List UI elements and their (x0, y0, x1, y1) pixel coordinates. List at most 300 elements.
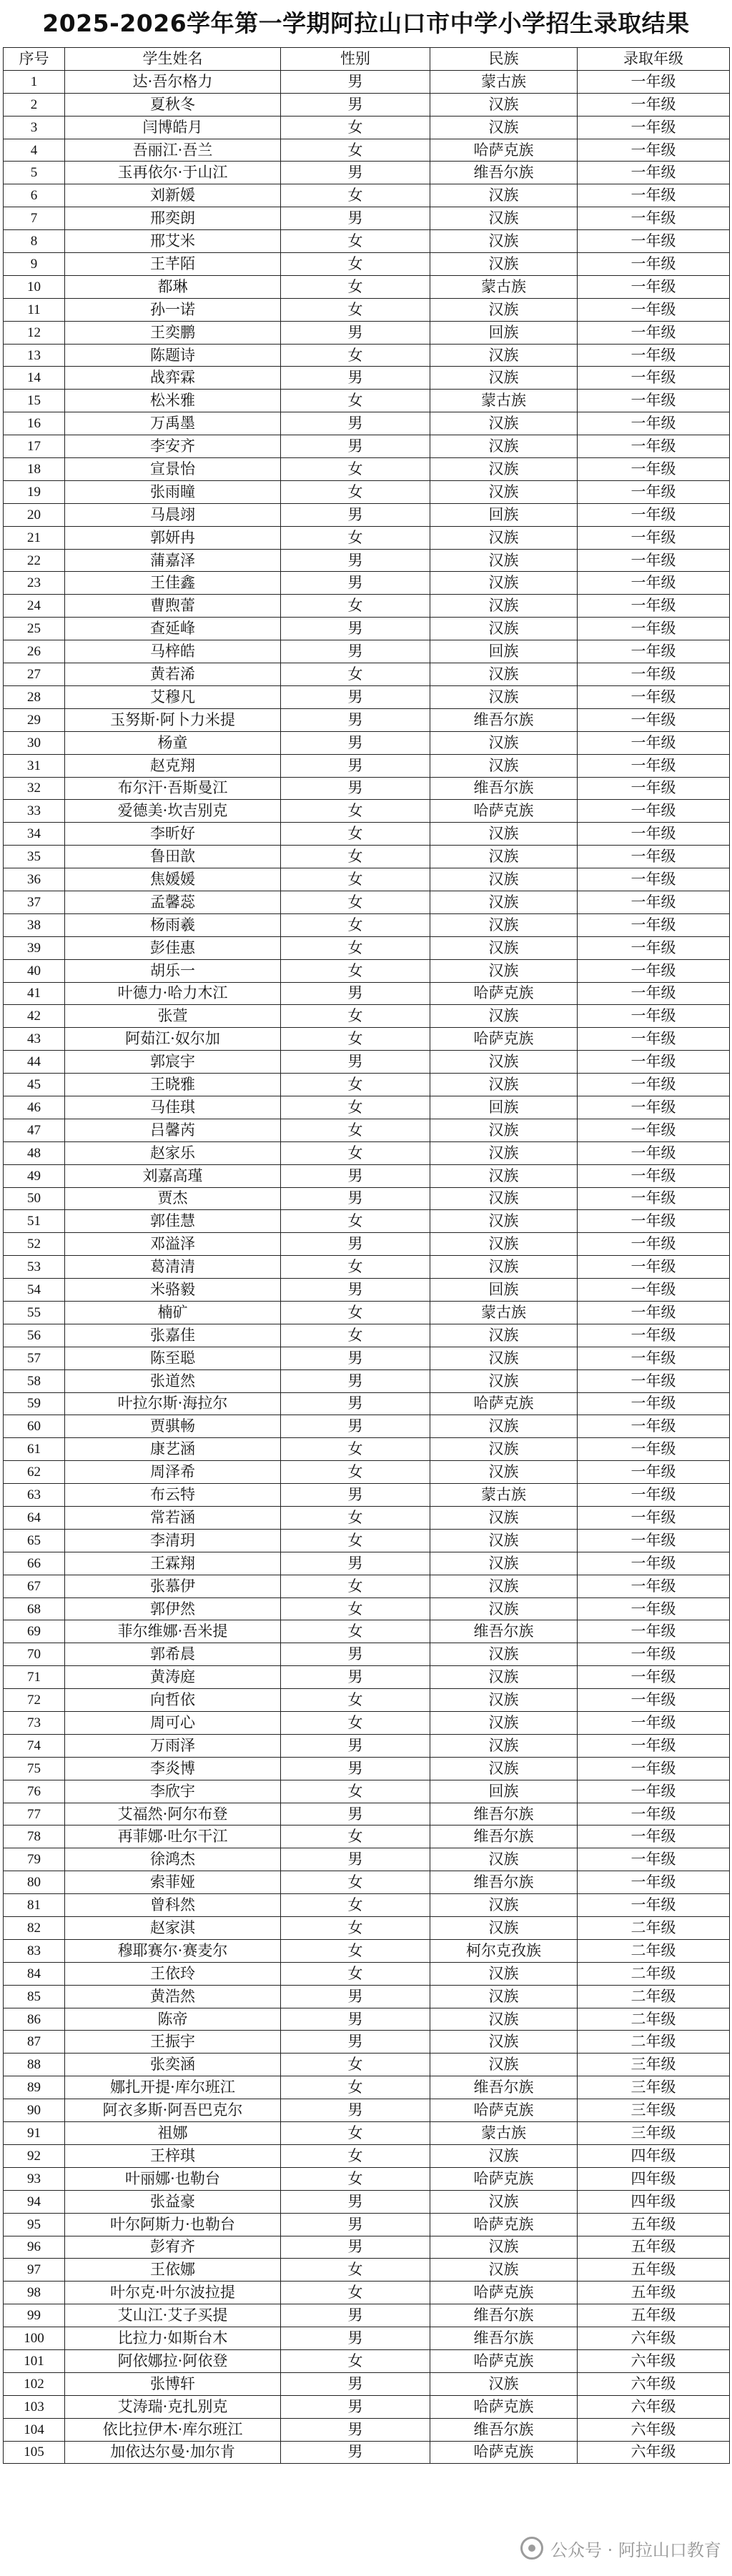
cell-ethnicity: 回族 (430, 1780, 578, 1803)
cell-grade: 一年级 (578, 595, 730, 618)
table-row (4, 2144, 730, 2167)
cell-student-name: 叶丽娜·也勒台 (65, 2167, 281, 2190)
cell-ethnicity: 回族 (430, 503, 578, 526)
table-row (4, 1894, 730, 1917)
cell-index: 49 (4, 1164, 65, 1187)
cell-student-name: 王梓琪 (65, 2144, 281, 2167)
cell-grade: 一年级 (578, 868, 730, 891)
cell-index: 97 (4, 2259, 65, 2282)
cell-gender: 男 (281, 549, 430, 572)
cell-gender: 女 (281, 2076, 430, 2099)
cell-index: 67 (4, 1575, 65, 1597)
cell-gender: 女 (281, 1301, 430, 1324)
cell-grade: 六年级 (578, 2349, 730, 2372)
cell-grade: 一年级 (578, 93, 730, 116)
cell-student-name: 艾山江·艾子买提 (65, 2304, 281, 2327)
cell-student-name: 艾福然·阿尔布登 (65, 1803, 281, 1826)
watermark (515, 2530, 728, 2566)
cell-student-name: 叶德力·哈力木江 (65, 982, 281, 1005)
cell-grade: 一年级 (578, 800, 730, 823)
cell-ethnicity: 蒙古族 (430, 2122, 578, 2145)
cell-student-name: 孙一诺 (65, 298, 281, 321)
cell-grade: 四年级 (578, 2190, 730, 2213)
cell-ethnicity: 汉族 (430, 298, 578, 321)
cell-index: 79 (4, 1848, 65, 1871)
cell-ethnicity: 汉族 (430, 1141, 578, 1164)
table-row (4, 139, 730, 162)
cell-student-name: 郭宸宇 (65, 1051, 281, 1074)
cell-ethnicity: 汉族 (430, 2190, 578, 2213)
cell-index: 91 (4, 2122, 65, 2145)
table-row (4, 1187, 730, 1210)
cell-student-name: 黄涛庭 (65, 1666, 281, 1689)
cell-grade: 一年级 (578, 184, 730, 207)
table-row (4, 572, 730, 595)
cell-ethnicity: 汉族 (430, 2054, 578, 2076)
table-row (4, 1939, 730, 1962)
table-row (4, 2372, 730, 2395)
cell-index: 52 (4, 1233, 65, 1256)
cell-gender: 女 (281, 1074, 430, 1096)
cell-ethnicity: 汉族 (430, 1210, 578, 1233)
cell-ethnicity: 汉族 (430, 253, 578, 276)
cell-grade: 一年级 (578, 1210, 730, 1233)
cell-index: 28 (4, 685, 65, 708)
cell-student-name: 李昕好 (65, 823, 281, 846)
cell-index: 72 (4, 1689, 65, 1712)
cell-student-name: 邢奕朗 (65, 207, 281, 230)
cell-ethnicity: 汉族 (430, 1164, 578, 1187)
cell-grade: 一年级 (578, 1529, 730, 1552)
cell-grade: 一年级 (578, 1074, 730, 1096)
cell-grade: 一年级 (578, 1575, 730, 1597)
cell-ethnicity: 哈萨克族 (430, 1392, 578, 1415)
cell-gender: 女 (281, 1917, 430, 1940)
cell-ethnicity: 汉族 (430, 1917, 578, 1940)
cell-grade: 一年级 (578, 390, 730, 412)
cell-gender: 女 (281, 1575, 430, 1597)
cell-gender: 女 (281, 823, 430, 846)
cell-grade: 三年级 (578, 2122, 730, 2145)
cell-ethnicity: 汉族 (430, 1324, 578, 1347)
cell-grade: 一年级 (578, 1712, 730, 1735)
cell-index: 80 (4, 1871, 65, 1894)
table-row (4, 1575, 730, 1597)
cell-ethnicity: 汉族 (430, 458, 578, 481)
cell-student-name: 赵家乐 (65, 1141, 281, 1164)
cell-ethnicity: 汉族 (430, 663, 578, 686)
cell-index: 41 (4, 982, 65, 1005)
cell-index: 101 (4, 2349, 65, 2372)
cell-gender: 男 (281, 2418, 430, 2441)
cell-grade: 一年级 (578, 1164, 730, 1187)
cell-ethnicity: 汉族 (430, 435, 578, 458)
cell-student-name: 王依娜 (65, 2259, 281, 2282)
cell-ethnicity: 汉族 (430, 618, 578, 640)
table-row (4, 503, 730, 526)
table-row (4, 390, 730, 412)
cell-gender: 女 (281, 1096, 430, 1119)
cell-gender: 女 (281, 458, 430, 481)
cell-student-name: 陈至聪 (65, 1347, 281, 1369)
table-row (4, 1415, 730, 1438)
cell-index: 104 (4, 2418, 65, 2441)
cell-student-name: 葛清清 (65, 1256, 281, 1279)
cell-gender: 女 (281, 1141, 430, 1164)
cell-ethnicity: 汉族 (430, 823, 578, 846)
cell-ethnicity: 维吾尔族 (430, 162, 578, 184)
table-row (4, 298, 730, 321)
cell-gender: 男 (281, 2099, 430, 2122)
cell-student-name: 王奕鹏 (65, 321, 281, 344)
cell-student-name: 张奕涵 (65, 2054, 281, 2076)
cell-student-name: 张萱 (65, 1005, 281, 1028)
cell-student-name: 郭伊然 (65, 1597, 281, 1620)
cell-index: 21 (4, 526, 65, 549)
cell-ethnicity: 汉族 (430, 207, 578, 230)
cell-grade: 五年级 (578, 2304, 730, 2327)
cell-index: 69 (4, 1620, 65, 1643)
table-row (4, 344, 730, 367)
table-row (4, 2441, 730, 2464)
table-row (4, 1279, 730, 1302)
cell-index: 60 (4, 1415, 65, 1438)
cell-ethnicity: 维吾尔族 (430, 1826, 578, 1848)
cell-gender: 男 (281, 412, 430, 435)
cell-ethnicity: 汉族 (430, 1597, 578, 1620)
cell-ethnicity: 蒙古族 (430, 70, 578, 93)
cell-student-name: 祖娜 (65, 2122, 281, 2145)
table-row (4, 2213, 730, 2236)
cell-ethnicity: 汉族 (430, 572, 578, 595)
cell-gender: 女 (281, 891, 430, 913)
cell-ethnicity: 哈萨克族 (430, 2395, 578, 2418)
cell-student-name: 索菲娅 (65, 1871, 281, 1894)
cell-gender: 女 (281, 2349, 430, 2372)
cell-grade: 一年级 (578, 1597, 730, 1620)
cell-index: 37 (4, 891, 65, 913)
cell-grade: 一年级 (578, 1233, 730, 1256)
cell-gender: 女 (281, 1689, 430, 1712)
watermark-text: 公众号 · 阿拉山口教育 (550, 2540, 721, 2560)
cell-ethnicity: 哈萨克族 (430, 2213, 578, 2236)
cell-gender: 男 (281, 93, 430, 116)
cell-grade: 一年级 (578, 1666, 730, 1689)
cell-index: 12 (4, 321, 65, 344)
table-row (4, 2327, 730, 2350)
cell-gender: 女 (281, 1256, 430, 1279)
table-row (4, 618, 730, 640)
cell-index: 26 (4, 640, 65, 663)
table-row (4, 1689, 730, 1712)
cell-ethnicity: 汉族 (430, 367, 578, 390)
table-row (4, 1734, 730, 1757)
cell-ethnicity: 回族 (430, 1096, 578, 1119)
cell-student-name: 常若涵 (65, 1507, 281, 1530)
cell-ethnicity: 汉族 (430, 1507, 578, 1530)
cell-student-name: 夏秋冬 (65, 93, 281, 116)
cell-gender: 男 (281, 1279, 430, 1302)
cell-index: 40 (4, 959, 65, 982)
cell-index: 77 (4, 1803, 65, 1826)
cell-gender: 男 (281, 503, 430, 526)
cell-ethnicity: 维吾尔族 (430, 1620, 578, 1643)
cell-student-name: 宣景怡 (65, 458, 281, 481)
table-row (4, 959, 730, 982)
cell-gender: 女 (281, 2054, 430, 2076)
cell-gender: 女 (281, 139, 430, 162)
cell-student-name: 张雨瞳 (65, 480, 281, 503)
cell-grade: 一年级 (578, 367, 730, 390)
cell-gender: 男 (281, 321, 430, 344)
cell-student-name: 赵家淇 (65, 1917, 281, 1940)
cell-gender: 男 (281, 708, 430, 731)
cell-gender: 男 (281, 2304, 430, 2327)
cell-grade: 一年级 (578, 1734, 730, 1757)
cell-index: 102 (4, 2372, 65, 2395)
cell-ethnicity: 哈萨克族 (430, 982, 578, 1005)
table-row (4, 800, 730, 823)
cell-grade: 一年级 (578, 1392, 730, 1415)
cell-gender: 男 (281, 1848, 430, 1871)
cell-ethnicity: 维吾尔族 (430, 777, 578, 800)
cell-grade: 一年级 (578, 1643, 730, 1666)
table-row (4, 1529, 730, 1552)
cell-index: 8 (4, 230, 65, 253)
cell-student-name: 比拉力·如斯台木 (65, 2327, 281, 2350)
table-row (4, 1712, 730, 1735)
cell-gender: 男 (281, 1392, 430, 1415)
cell-student-name: 阿茹江·奴尔加 (65, 1028, 281, 1051)
cell-gender: 男 (281, 2213, 430, 2236)
table-row (4, 1461, 730, 1484)
table-row (4, 1005, 730, 1028)
cell-gender: 男 (281, 207, 430, 230)
cell-ethnicity: 汉族 (430, 1415, 578, 1438)
cell-grade: 一年级 (578, 344, 730, 367)
cell-gender: 男 (281, 1803, 430, 1826)
cell-index: 105 (4, 2441, 65, 2464)
cell-index: 93 (4, 2167, 65, 2190)
table-row (4, 1848, 730, 1871)
cell-ethnicity: 哈萨克族 (430, 2441, 578, 2464)
cell-grade: 一年级 (578, 253, 730, 276)
cell-grade: 五年级 (578, 2282, 730, 2304)
cell-gender: 男 (281, 2190, 430, 2213)
cell-gender: 女 (281, 1324, 430, 1347)
cell-student-name: 王佳鑫 (65, 572, 281, 595)
cell-student-name: 杨雨羲 (65, 913, 281, 936)
cell-gender: 女 (281, 480, 430, 503)
cell-gender: 女 (281, 1939, 430, 1962)
cell-grade: 一年级 (578, 663, 730, 686)
cell-index: 36 (4, 868, 65, 891)
cell-ethnicity: 汉族 (430, 1666, 578, 1689)
cell-grade: 一年级 (578, 1347, 730, 1369)
cell-grade: 六年级 (578, 2441, 730, 2464)
cell-index: 84 (4, 1962, 65, 1985)
cell-grade: 六年级 (578, 2372, 730, 2395)
cell-index: 3 (4, 116, 65, 139)
cell-student-name: 孟馨蕊 (65, 891, 281, 913)
cell-index: 48 (4, 1141, 65, 1164)
cell-student-name: 张慕伊 (65, 1575, 281, 1597)
cell-student-name: 徐鸿杰 (65, 1848, 281, 1871)
cell-index: 96 (4, 2236, 65, 2259)
cell-gender: 男 (281, 435, 430, 458)
cell-student-name: 玉努斯·阿卜力米提 (65, 708, 281, 731)
cell-ethnicity: 汉族 (430, 344, 578, 367)
table-row (4, 1119, 730, 1141)
cell-gender: 女 (281, 2167, 430, 2190)
table-row (4, 2122, 730, 2145)
cell-gender: 女 (281, 936, 430, 959)
cell-ethnicity: 汉族 (430, 412, 578, 435)
cell-grade: 一年级 (578, 1028, 730, 1051)
cell-gender: 男 (281, 1369, 430, 1392)
table-row (4, 435, 730, 458)
cell-student-name: 马晨翊 (65, 503, 281, 526)
cell-student-name: 陈题诗 (65, 344, 281, 367)
cell-ethnicity: 哈萨克族 (430, 2349, 578, 2372)
table-row (4, 1780, 730, 1803)
table-row (4, 708, 730, 731)
cell-ethnicity: 汉族 (430, 754, 578, 777)
table-row (4, 2349, 730, 2372)
table-row (4, 846, 730, 868)
cell-gender: 男 (281, 1552, 430, 1575)
cell-ethnicity: 汉族 (430, 731, 578, 754)
table-row (4, 1301, 730, 1324)
cell-gender: 男 (281, 367, 430, 390)
cell-ethnicity: 蒙古族 (430, 1301, 578, 1324)
cell-index: 4 (4, 139, 65, 162)
table-row (4, 1597, 730, 1620)
cell-ethnicity: 汉族 (430, 1369, 578, 1392)
cell-student-name: 都琳 (65, 275, 281, 298)
table-row (4, 1917, 730, 1940)
table-row (4, 162, 730, 184)
cell-ethnicity: 回族 (430, 640, 578, 663)
cell-gender: 男 (281, 685, 430, 708)
cell-student-name: 王霖翔 (65, 1552, 281, 1575)
cell-student-name: 郭妍冉 (65, 526, 281, 549)
cell-index: 39 (4, 936, 65, 959)
cell-index: 71 (4, 1666, 65, 1689)
cell-student-name: 李炎博 (65, 1757, 281, 1780)
cell-index: 25 (4, 618, 65, 640)
cell-gender: 女 (281, 526, 430, 549)
cell-grade: 二年级 (578, 2008, 730, 2031)
cell-index: 99 (4, 2304, 65, 2327)
cell-index: 9 (4, 253, 65, 276)
cell-gender: 女 (281, 1438, 430, 1461)
cell-grade: 一年级 (578, 70, 730, 93)
table-row (4, 1256, 730, 1279)
cell-grade: 一年级 (578, 1051, 730, 1074)
cell-grade: 一年级 (578, 207, 730, 230)
cell-grade: 四年级 (578, 2144, 730, 2167)
cell-grade: 一年级 (578, 1689, 730, 1712)
header-gender: 性别 (281, 48, 430, 71)
cell-gender: 男 (281, 2372, 430, 2395)
cell-ethnicity: 哈萨克族 (430, 2167, 578, 2190)
cell-index: 16 (4, 412, 65, 435)
cell-ethnicity: 汉族 (430, 1689, 578, 1712)
cell-index: 20 (4, 503, 65, 526)
table-row (4, 731, 730, 754)
cell-index: 85 (4, 1985, 65, 2008)
cell-grade: 一年级 (578, 1484, 730, 1507)
cell-student-name: 张嘉佳 (65, 1324, 281, 1347)
cell-grade: 一年级 (578, 1141, 730, 1164)
cell-student-name: 杨童 (65, 731, 281, 754)
table-row (4, 1757, 730, 1780)
table-row (4, 1141, 730, 1164)
table-row (4, 1233, 730, 1256)
cell-grade: 一年级 (578, 162, 730, 184)
cell-index: 59 (4, 1392, 65, 1415)
table-row (4, 2167, 730, 2190)
cell-ethnicity: 哈萨克族 (430, 2099, 578, 2122)
cell-student-name: 再菲娜·吐尔干江 (65, 1826, 281, 1848)
cell-index: 53 (4, 1256, 65, 1279)
cell-student-name: 闫博皓月 (65, 116, 281, 139)
cell-gender: 男 (281, 70, 430, 93)
table-row (4, 1826, 730, 1848)
cell-student-name: 周泽希 (65, 1461, 281, 1484)
table-row (4, 1871, 730, 1894)
cell-index: 90 (4, 2099, 65, 2122)
cell-gender: 女 (281, 1871, 430, 1894)
cell-ethnicity: 回族 (430, 1279, 578, 1302)
cell-gender: 女 (281, 344, 430, 367)
cell-ethnicity: 汉族 (430, 2144, 578, 2167)
table-row (4, 1985, 730, 2008)
cell-grade: 一年级 (578, 1119, 730, 1141)
cell-index: 2 (4, 93, 65, 116)
cell-ethnicity: 汉族 (430, 1347, 578, 1369)
cell-index: 33 (4, 800, 65, 823)
cell-ethnicity: 哈萨克族 (430, 1028, 578, 1051)
cell-grade: 一年级 (578, 685, 730, 708)
cell-index: 43 (4, 1028, 65, 1051)
table-row (4, 936, 730, 959)
cell-grade: 三年级 (578, 2099, 730, 2122)
cell-student-name: 叶尔阿斯力·也勒台 (65, 2213, 281, 2236)
table-row (4, 2099, 730, 2122)
cell-student-name: 刘嘉高瑾 (65, 1164, 281, 1187)
page-title: 2025-2026学年第一学期阿拉山口市中学小学招生录取结果 (42, 9, 690, 37)
cell-ethnicity: 汉族 (430, 116, 578, 139)
cell-grade: 一年级 (578, 1256, 730, 1279)
table-row (4, 1484, 730, 1507)
cell-ethnicity: 蒙古族 (430, 1484, 578, 1507)
cell-grade: 一年级 (578, 1803, 730, 1826)
cell-grade: 一年级 (578, 1826, 730, 1848)
cell-grade: 一年级 (578, 1757, 730, 1780)
cell-grade: 一年级 (578, 1871, 730, 1894)
cell-student-name: 焦媛媛 (65, 868, 281, 891)
table-row (4, 1507, 730, 1530)
wechat-logo-icon (520, 2537, 543, 2560)
cell-student-name: 达·吾尔格力 (65, 70, 281, 93)
cell-ethnicity: 汉族 (430, 959, 578, 982)
cell-student-name: 艾涛瑞·克扎别克 (65, 2395, 281, 2418)
table-row (4, 526, 730, 549)
cell-student-name: 叶拉尔斯·海拉尔 (65, 1392, 281, 1415)
cell-grade: 一年级 (578, 298, 730, 321)
